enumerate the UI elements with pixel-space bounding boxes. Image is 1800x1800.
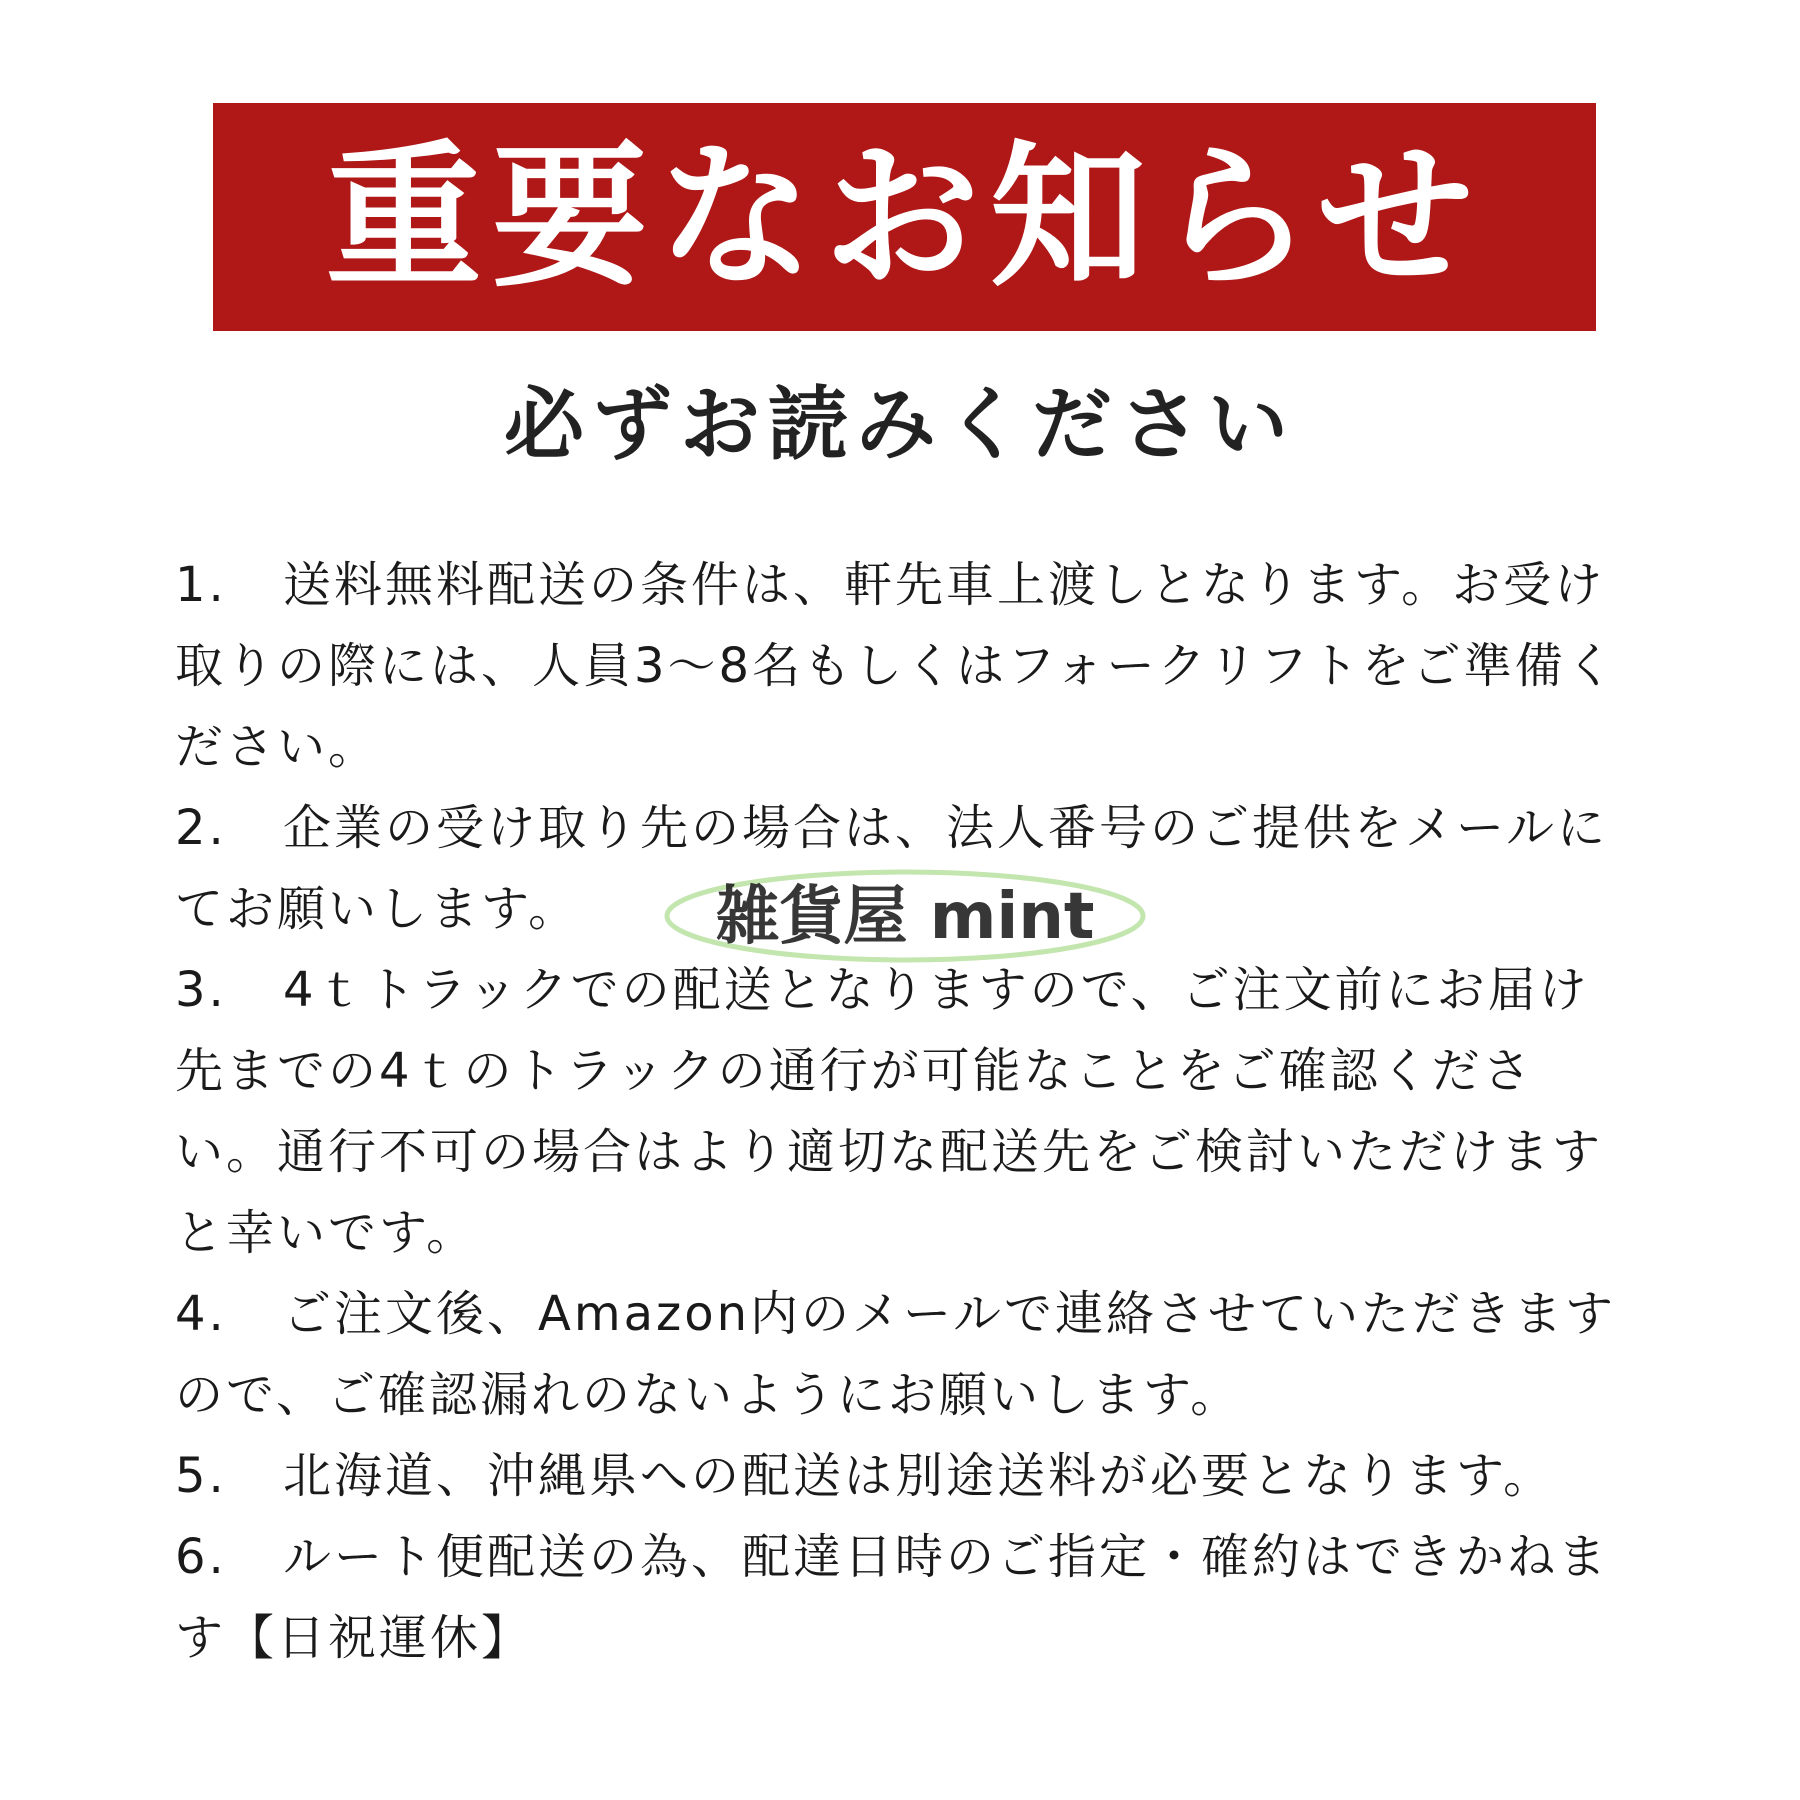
notice-list: [175, 545, 1635, 1679]
notice-item: [175, 1274, 1635, 1436]
notice-text: 送料無料配送の条件は、軒先車上渡しとなります。お受け取りの際には、人員3〜8名もしくはフォークリフトをご準備ください。: [175, 557, 1617, 775]
notice-text: 4ｔトラックでの配送となりますので、ご注文前にお届け先までの4ｔのトラックの通行が可能なことをご確認ください。通行不可の場合はより適切な配送先をご検討いただけますと幸いです。: [175, 962, 1604, 1261]
banner-title: 重要なお知らせ: [325, 126, 1484, 308]
notice-item: [175, 950, 1635, 1274]
notice-number: 5.: [175, 1448, 227, 1504]
notice-number: 1.: [175, 557, 227, 613]
notice-banner: [213, 103, 1596, 331]
notice-number: 4.: [175, 1286, 227, 1342]
logo-text: 雑貨屋 mint: [715, 880, 1095, 954]
notice-text: 北海道、沖縄県への配送は別途送料が必要となります。: [283, 1448, 1555, 1504]
notice-text: ルート便配送の為、配達日時のご指定・確約はできかねます【日祝運休】: [175, 1529, 1610, 1666]
subtitle: 必ずお読みください: [504, 378, 1296, 471]
notice-text: ご注文後、Amazon内のメールで連絡させていただきますので、ご確認漏れのないようにお願いします。: [175, 1286, 1617, 1423]
notice-item: [175, 1436, 1635, 1517]
notice-number: 2.: [175, 800, 227, 856]
notice-item: [175, 788, 1635, 950]
notice-item: [175, 1517, 1635, 1679]
notice-item: [175, 545, 1635, 788]
notice-number: 6.: [175, 1529, 227, 1585]
notice-text: 企業の受け取り先の場合は、法人番号のご提供をメールにてお願いします。: [175, 800, 1609, 937]
notice-number: 3.: [175, 962, 227, 1018]
